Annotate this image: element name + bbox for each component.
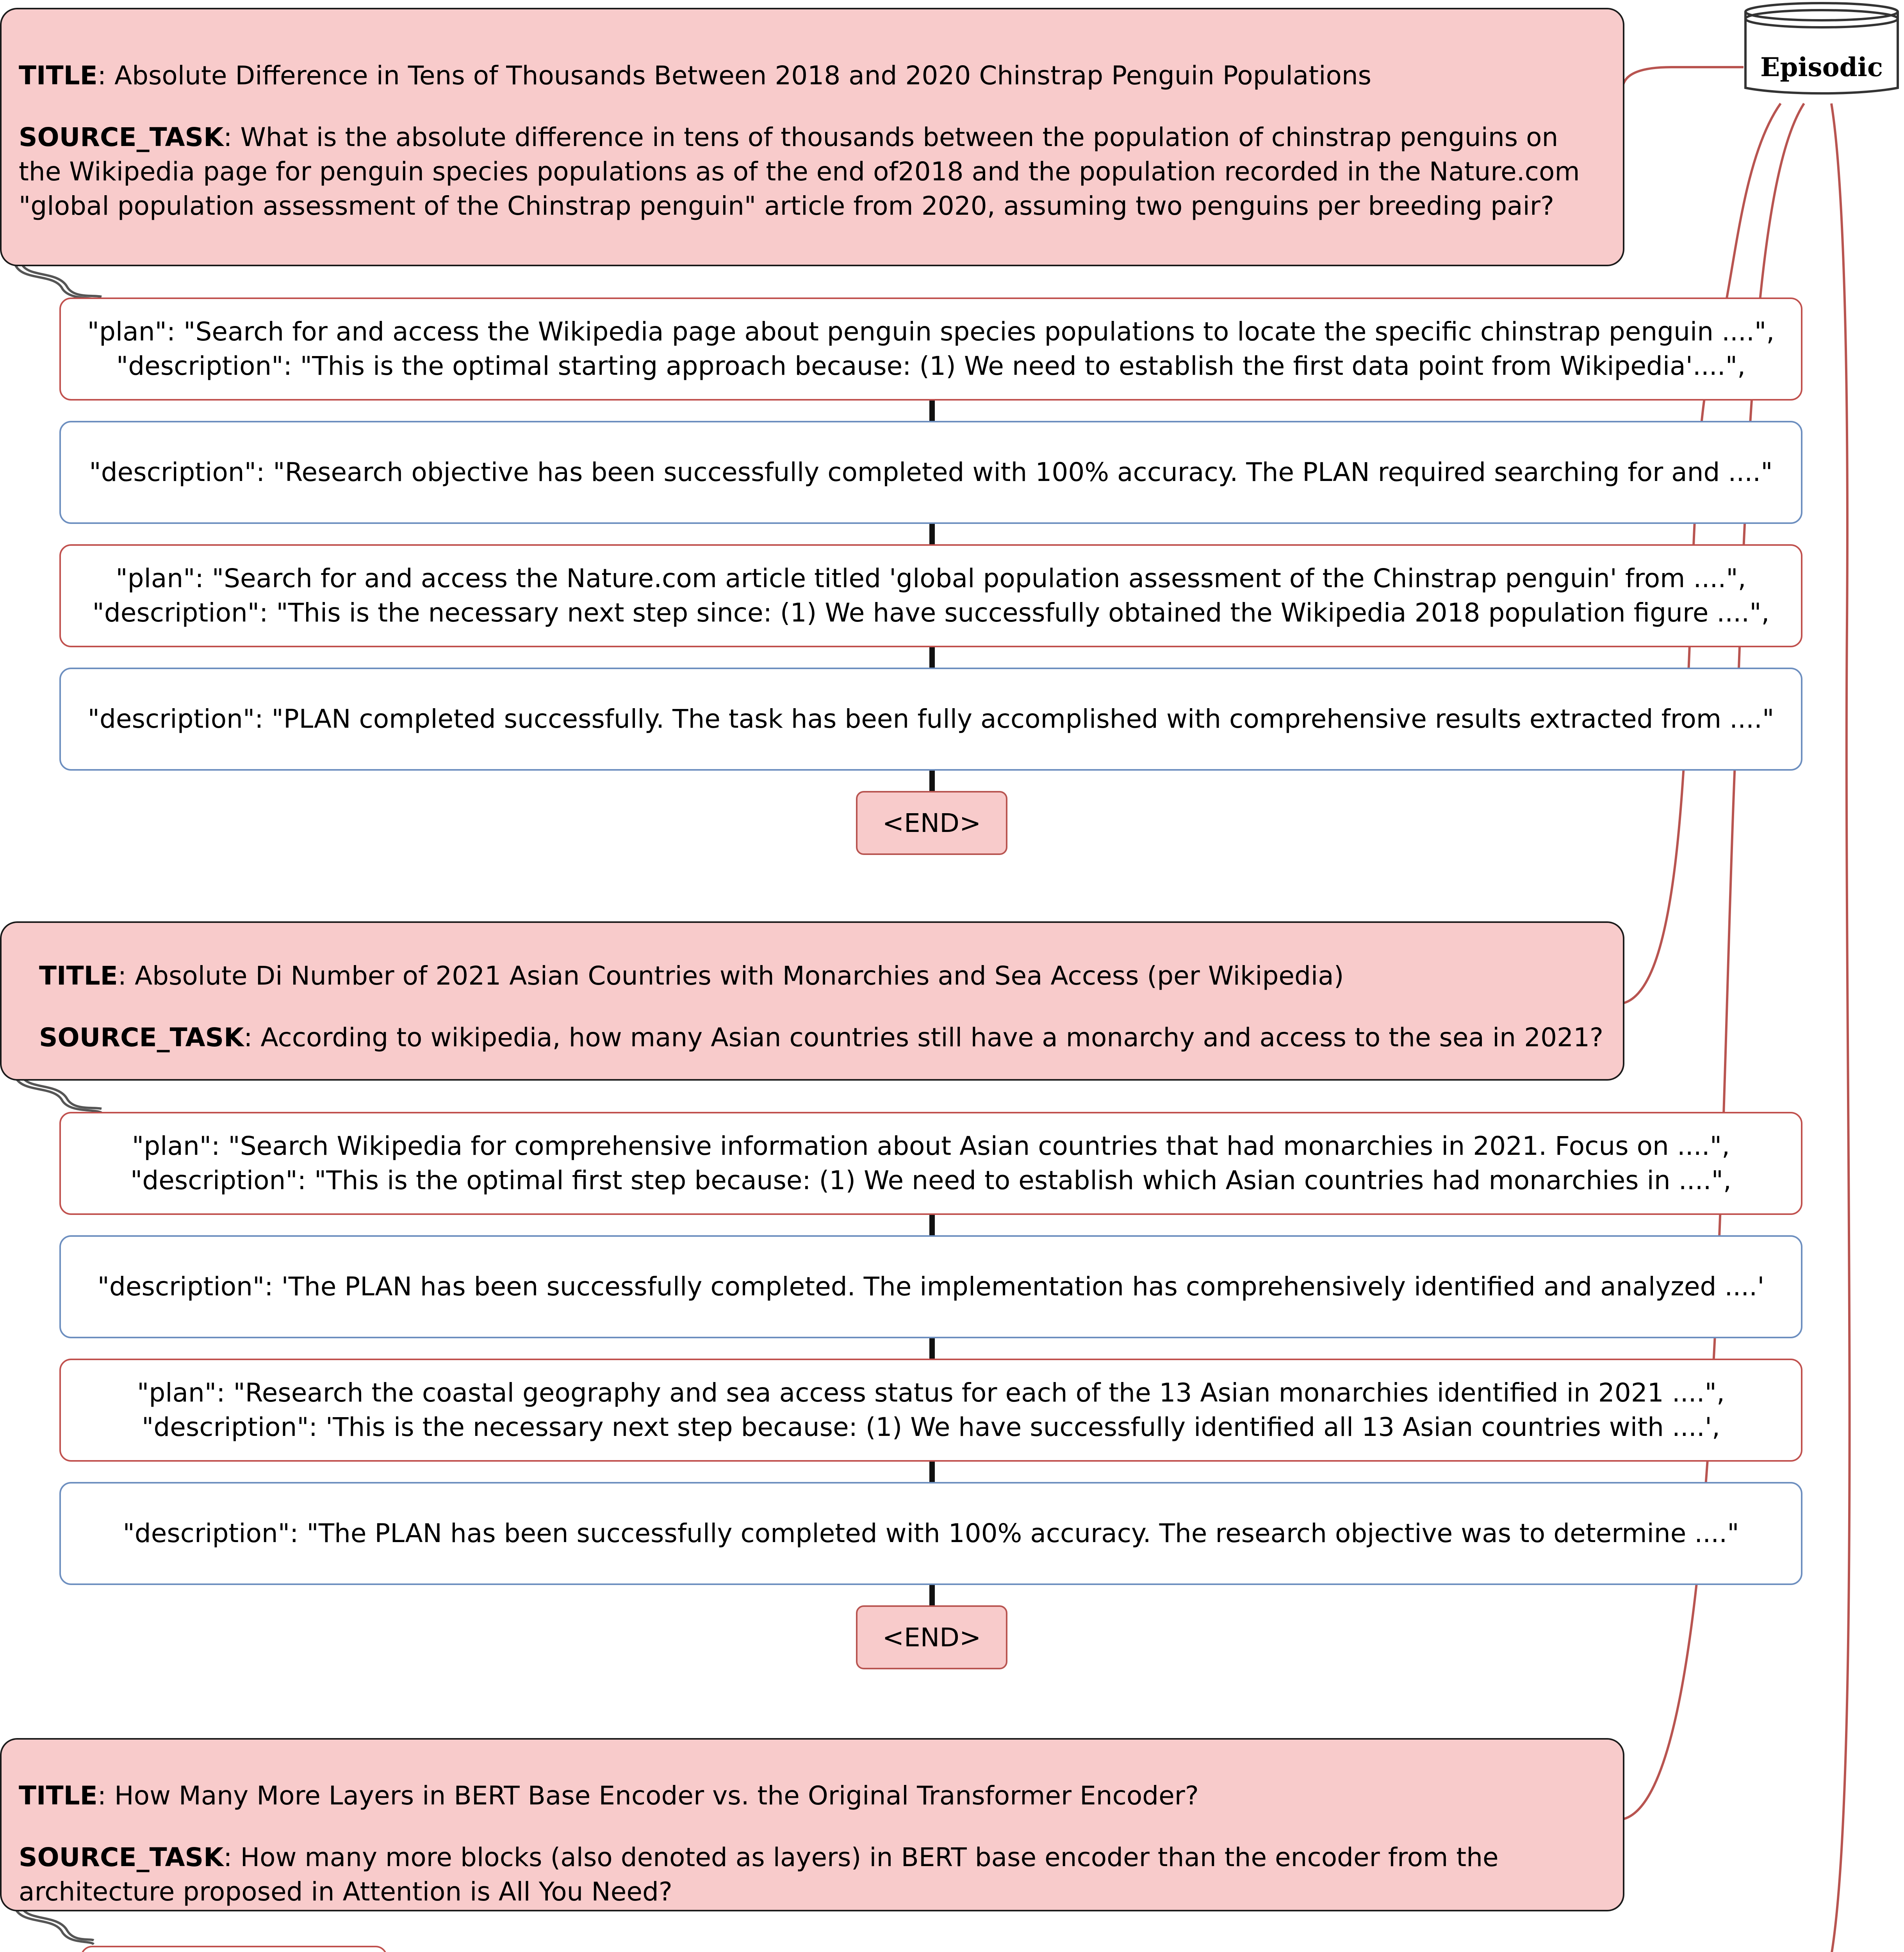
source-line: "global population assessment of the Chinstrap penguin" article from 2020, assuming two penguins per breeding pair? (19, 191, 1555, 221)
connector (929, 1585, 935, 1605)
episodic-label: Episodic (1760, 52, 1883, 82)
connector (929, 771, 935, 791)
task-title: How Many More Layers in BERT Base Encoder vs. the Original Transformer Encoder? (114, 1781, 1199, 1811)
link-to-task-4 (1820, 103, 1850, 1952)
plan-step (59, 1112, 1802, 1215)
connector (929, 1215, 935, 1235)
task-title: Absolute Difference in Tens of Thousands Between 2018 and 2020 Chinstrap Penguin Populations (114, 61, 1372, 91)
step-line: "description": 'The PLAN has been successfully completed. The implementation has comprehensively identified and analyzed ....' (97, 1272, 1765, 1302)
step-line: "plan": "Search for and access the Nature.com article titled 'global population assessment of the Chinstrap penguin' from ....", (116, 563, 1746, 593)
ellipsis-step (80, 1946, 387, 1952)
source-key: SOURCE_TASK (19, 1842, 224, 1872)
description-step (59, 421, 1802, 524)
end-node: <END> (856, 1605, 1007, 1669)
end-node: <END> (856, 791, 1007, 855)
title-key: TITLE (39, 961, 118, 991)
plan-step (59, 544, 1802, 647)
source-line: What is the absolute difference in tens of thousands between the population of chinstrap penguins on (240, 122, 1558, 152)
step-line: "description": "This is the optimal first step because: (1) We need to establish which Asian countries had monarchies in ....", (130, 1165, 1731, 1195)
plan-step (59, 1359, 1802, 1462)
title-key: TITLE (19, 1781, 98, 1811)
step-line: "description": "PLAN completed successfully. The task has been fully accomplished with comprehensive results extracted from ...." (87, 704, 1774, 734)
step-line: "description": 'This is the necessary next step because: (1) We have successfully identified all 13 Asian countries with ....', (142, 1412, 1720, 1442)
step-line: "description": "Research objective has been successfully completed with 100% accuracy. The PLAN required searching for and ...." (89, 457, 1773, 487)
fold-task-3b (23, 1909, 94, 1940)
fold-task-2b (23, 1078, 102, 1109)
source-key: SOURCE_TASK (19, 122, 224, 152)
connector (929, 401, 935, 421)
task-card-1: TITLE: Absolute Difference in Tens of Thousands Between 2018 and 2020 Chinstrap Penguin Populations SOURCE_TASK: What is the absolute difference in tens of thousands between the population of chinstrap penguins on the Wikipedia page for penguin species populations as of the end of2018 and the population recorded in the Nature.com "global population assessment of the Chinstrap penguin" article from 2020, assuming two penguins per breeding pair? (0, 8, 1624, 266)
step-line: "plan": "Research the coastal geography and sea access status for each of the 13 Asian monarchies identified in 2021 ....", (137, 1378, 1725, 1408)
step-line: "description": "The PLAN has been successfully completed with 100% accuracy. The research objective was to determine ...." (123, 1518, 1739, 1548)
step-line: "description": "This is the optimal starting approach because: (1) We need to establish the first data point from Wikipedia'....", (116, 351, 1746, 381)
source-line: the Wikipedia page for penguin species populations as of the end of2018 and the population recorded in the Nature.com (19, 157, 1580, 187)
connector (929, 524, 935, 544)
description-step (59, 1482, 1802, 1585)
link-to-task-1 (1622, 67, 1744, 90)
description-step (59, 668, 1802, 771)
step-line: "description": "This is the necessary next step since: (1) We have successfully obtained the Wikipedia 2018 population figure ....", (92, 598, 1770, 628)
task-card-2: TITLE: Absolute Di Number of 2021 Asian Countries with Monarchies and Sea Access (per Wikipedia) SOURCE_TASK: According to wikipedia, how many Asian countries still have a monarchy and access to the sea in 2021? (0, 921, 1624, 1081)
source-key: SOURCE_TASK (39, 1022, 244, 1053)
connector (929, 1462, 935, 1482)
title-key: TITLE (19, 61, 98, 91)
plan-step (59, 297, 1802, 401)
task-title: Absolute Di Number of 2021 Asian Countries with Monarchies and Sea Access (per Wikipedia) (134, 961, 1344, 991)
connector (929, 1338, 935, 1359)
fold-task-1b (23, 265, 102, 297)
source-line: How many more blocks (also denoted as layers) in BERT base encoder than the encoder from the (240, 1842, 1499, 1872)
description-step (59, 1235, 1802, 1338)
source-line: architecture proposed in Attention is All You Need? (19, 1877, 672, 1907)
step-line: "plan": "Search Wikipedia for comprehensive information about Asian countries that had monarchies in 2021. Focus on ....", (132, 1131, 1730, 1161)
connector (929, 647, 935, 668)
source-line: According to wikipedia, how many Asian countries still have a monarchy and access to the sea in 2021? (260, 1022, 1604, 1053)
task-card-3: TITLE: How Many More Layers in BERT Base Encoder vs. the Original Transformer Encoder? SOURCE_TASK: How many more blocks (also denoted as layers) in BERT base encoder than the encoder from the architecture proposed in Attention is All You Need? (0, 1738, 1624, 1911)
step-line: "plan": "Search for and access the Wikipedia page about penguin species populations to locate the specific chinstrap penguin ....", (87, 317, 1775, 347)
